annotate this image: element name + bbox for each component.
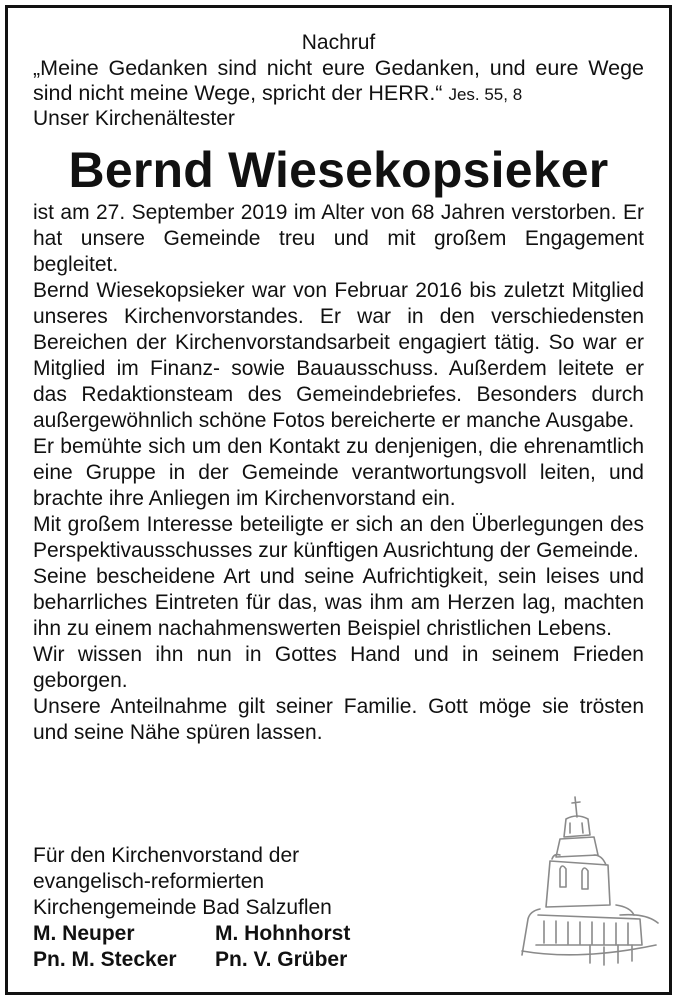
signer-name: Pn. V. Grüber bbox=[215, 948, 348, 971]
signer-name: M. Hohnhorst bbox=[215, 922, 351, 945]
paragraph: Mit großem Interesse beteiligte er sich an den Überlegungen des Perspektivausschusses zur künftigen Ausrichtung der Gemeinde. bbox=[33, 513, 644, 562]
signer-name: Pn. M. Stecker bbox=[33, 948, 177, 971]
paragraph: Unsere Anteilnahme gilt seiner Familie. Gott möge sie trösten und seine Nähe spüren lassen. bbox=[33, 695, 644, 744]
paragraph: Wir wissen ihn nun in Gottes Hand und in seinem Frieden geborgen. bbox=[33, 643, 644, 692]
signer-row bbox=[33, 947, 350, 973]
obituary-body bbox=[33, 200, 644, 746]
deceased-name: Bernd Wiesekopsieker bbox=[68, 142, 609, 198]
notice-heading: Nachruf bbox=[301, 31, 376, 54]
signoff-line: Kirchengemeinde Bad Salzuflen bbox=[33, 896, 332, 919]
signers bbox=[33, 921, 350, 973]
church-sketch-icon bbox=[520, 795, 660, 970]
signer-name: M. Neuper bbox=[33, 922, 135, 945]
bible-quote bbox=[33, 56, 644, 107]
quote-text: „Meine Gedanken sind nicht eure Gedanken, und eure Wege sind nicht meine Wege, spricht der HERR.“ bbox=[33, 56, 644, 105]
signer-row bbox=[33, 921, 350, 947]
deceased-role: Unser Kirchenältester bbox=[33, 107, 235, 130]
paragraph: Bernd Wiesekopsieker war von Februar 2016 bis zuletzt Mitglied unseres Kirchenvorstandes. Er war in den verschiedensten Bereichen der Kirchenvorstandsarbeit engagiert tätig. So war er Mitglied im Finanz- sowie Bauausschuss. Außerdem leitete er das Redaktionsteam des Gemeindebriefes. Besonders durch außergewöhnlich schöne Fotos bereicherte er manche Ausgabe. bbox=[33, 279, 644, 432]
signoff-line: evangelisch-reformierten bbox=[33, 870, 265, 893]
paragraph: ist am 27. September 2019 im Alter von 68 Jahren verstorben. Er hat unsere Gemeinde treu und mit großem Engagement begleitet. bbox=[33, 201, 644, 276]
paragraph: Seine bescheidene Art und seine Aufrichtigkeit, sein leises und beharrliches Eintreten für das, was ihm am Herzen lag, machten ihn zu einem nachahmenswerten Beispiel christlichen Lebens. bbox=[33, 565, 644, 640]
signoff-line: Für den Kirchenvorstand der bbox=[33, 844, 300, 867]
paragraph: Er bemühte sich um den Kontakt zu denjenigen, die ehrenamtlich eine Gruppe in der Gemeinde verantwortungsvoll leiten, und brachte ihre Anliegen im Kirchenvorstand ein. bbox=[33, 435, 644, 510]
quote-source: Jes. 55, 8 bbox=[448, 85, 523, 104]
